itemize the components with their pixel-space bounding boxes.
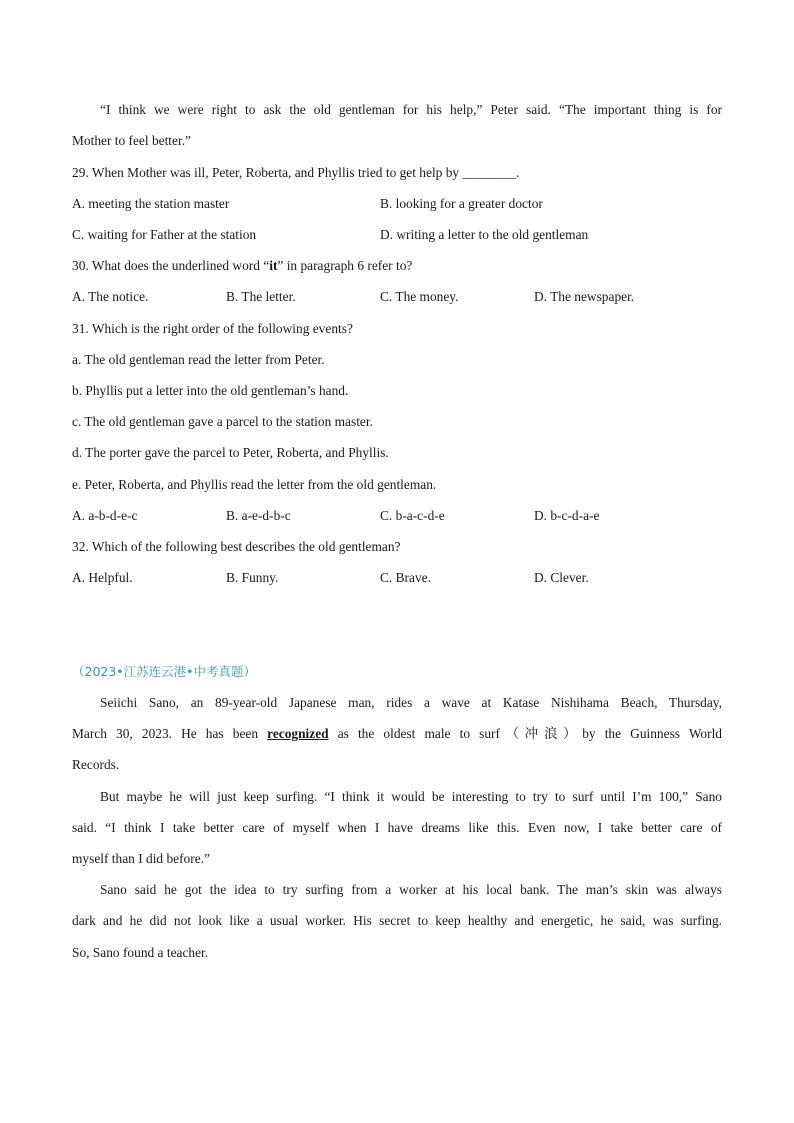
q31-option-a: A. a-b-d-e-c [72, 508, 138, 523]
q31-event-e: e. Peter, Roberta, and Phyllis read the letter from the old gentleman. [72, 477, 437, 492]
q32-option-c: C. Brave. [380, 570, 431, 585]
passage-paragraph-line: Mother to feel better.” [72, 133, 191, 148]
passage-paragraph-line: But maybe he will just keep surfing. “I think it would be interesting to try to surf until I’m 100,” Sano [100, 789, 722, 804]
question-30-stem [72, 257, 412, 275]
q29-option-a: A. meeting the station master [72, 196, 230, 211]
passage-paragraph-line: said. “I think I take better care of myself when I have dreams like this. Even now, I take better care of [72, 820, 722, 835]
q29-option-d: D. writing a letter to the old gentleman [380, 227, 589, 242]
underlined-word-recognized: recognized [267, 726, 329, 741]
q32-option-d: D. Clever. [534, 570, 589, 585]
passage-paragraph-line: Sano said he got the idea to try surfing from a worker at his local bank. The man’s skin was always [100, 882, 722, 897]
source-tag: （2023•江苏连云港•中考真题） [72, 664, 257, 679]
passage-paragraph-line: “I think we were right to ask the old gentleman for his help,” Peter said. “The important thing is for [100, 102, 722, 117]
question-32-stem: 32. Which of the following best describes the old gentleman? [72, 539, 401, 554]
q30-option-a: A. The notice. [72, 289, 149, 304]
q30-stem-word: it [269, 258, 278, 273]
q32-option-a: A. Helpful. [72, 570, 133, 585]
q31-option-c: C. b-a-c-d-e [380, 508, 445, 523]
passage-paragraph-line: myself than I did before.” [72, 851, 210, 866]
passage-paragraph-line: Records. [72, 757, 120, 772]
q30-option-b: B. The letter. [226, 289, 296, 304]
passage-paragraph-line: So, Sano found a teacher. [72, 945, 209, 960]
q31-option-d: D. b-c-d-a-e [534, 508, 600, 523]
passage-paragraph-line [72, 725, 722, 743]
passage-text: as the oldest male to surf（冲浪）by the Guinness World [337, 726, 722, 741]
passage-text: March 30, 2023. He has been [72, 726, 259, 741]
question-29-stem: 29. When Mother was ill, Peter, Roberta, and Phyllis tried to get help by ________. [72, 165, 520, 180]
q31-option-b: B. a-e-d-b-c [226, 508, 291, 523]
q30-stem-post: ” in paragraph 6 refer to? [277, 258, 413, 273]
q31-event-b: b. Phyllis put a letter into the old gentleman’s hand. [72, 383, 349, 398]
q29-option-c: C. waiting for Father at the station [72, 227, 257, 242]
q31-event-a: a. The old gentleman read the letter from Peter. [72, 352, 325, 367]
q31-event-d: d. The porter gave the parcel to Peter, Roberta, and Phyllis. [72, 445, 389, 460]
q30-option-c: C. The money. [380, 289, 459, 304]
q30-option-d: D. The newspaper. [534, 289, 635, 304]
q30-stem-pre: 30. What does the underlined word “ [72, 258, 270, 273]
q31-event-c: c. The old gentleman gave a parcel to the station master. [72, 414, 373, 429]
passage-paragraph-line: dark and he did not look like a usual worker. His secret to keep healthy and energetic, he said, was surfing. [72, 913, 722, 928]
passage-paragraph-line: Seiichi Sano, an 89-year-old Japanese man, rides a wave at Katase Nishihama Beach, Thursday, [100, 695, 722, 710]
q32-option-b: B. Funny. [226, 570, 279, 585]
question-31-stem: 31. Which is the right order of the following events? [72, 321, 353, 336]
q29-option-b: B. looking for a greater doctor [380, 196, 543, 211]
